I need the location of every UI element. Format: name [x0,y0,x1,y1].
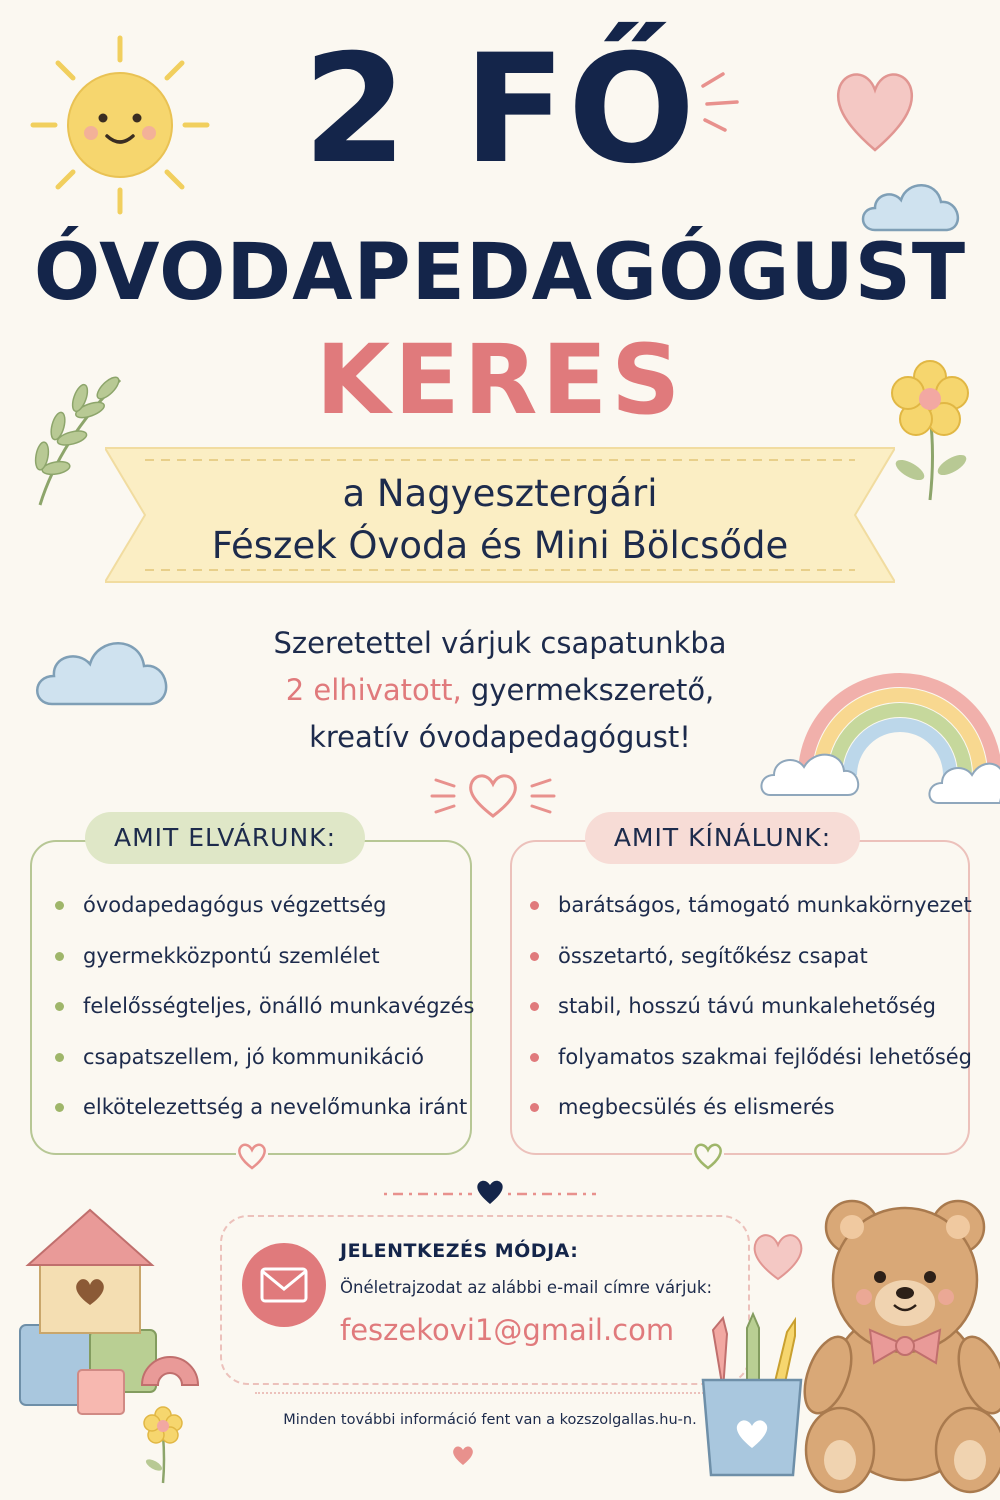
intro-line-1: Szeretettel várjuk csapatunkba [273,626,727,660]
list-item: felelősségteljes, önálló munkavégzés [55,981,474,1032]
institution-name [150,468,850,572]
bullet-dot [530,1002,539,1011]
list-item: stabil, hosszú távú munkalehetőség [530,981,972,1032]
intro-text [200,620,800,761]
institution-line-2: Fészek Óvoda és Mini Bölcsőde [211,524,789,567]
bullet-dot [530,952,539,961]
intro-line-2 [200,667,800,714]
list-item: elkötelezettség a nevelőmunka iránt [55,1082,474,1133]
teddy-bear-icon [800,1185,1000,1500]
requirements-heading: AMIT ELVÁRUNK: [85,812,365,864]
flower-icon [138,1405,188,1485]
institution-line-1: a Nagyesztergári [342,472,658,515]
contact-email-link[interactable]: feszekovi1@gmail.com [340,1313,675,1347]
pencil-cup-icon [695,1310,810,1480]
bullet-dot [530,901,539,910]
bullet-dot [530,1053,539,1062]
toy-house-blocks-icon [10,1205,220,1420]
list-item: összetartó, segítőkész csapat [530,931,972,982]
list-item: óvodapedagógus végzettség [55,880,474,931]
heart-icon [692,1140,724,1172]
bullet-dot [55,1103,64,1112]
contact-instructions: Önéletrajzodat az alábbi e-mail címre várjuk: [340,1278,712,1297]
heart-icon [450,1442,476,1468]
bullet-dot [530,1103,539,1112]
contact-heading: JELENTKEZÉS MÓDJA: [340,1240,579,1262]
headline-position: ÓVODAPEDAGÓGUST [33,228,967,318]
bullet-dot [55,901,64,910]
list-item: folyamatos szakmai fejlődési lehetőség [530,1032,972,1083]
footer-divider [255,1392,715,1394]
bullet-dot [55,1002,64,1011]
headline-count: 2 FŐ [302,23,698,197]
list-item: barátságos, támogató munkakörnyezet [530,880,972,931]
heart-icon [236,1140,268,1172]
list-item: csapatszellem, jó kommunikáció [55,1032,474,1083]
heart-icon [748,1225,808,1285]
headline-keres: KERES [315,324,685,436]
intro-line-2-rest: gyermekszerető, [461,673,715,707]
heart-divider-icon [428,768,558,823]
offers-list [530,880,972,1133]
intro-highlight: 2 elhivatott, [285,673,462,707]
cloud-icon [28,628,178,713]
bullet-dot [55,1053,64,1062]
heart-divider-icon [380,1172,600,1208]
envelope-icon [242,1243,326,1327]
requirements-list [55,880,474,1133]
offers-heading: AMIT KÍNÁLUNK: [585,812,860,864]
footer-note: Minden további információ fent van a kozszolgallas.hu-n. [283,1412,697,1428]
intro-line-3: kreatív óvodapedagógust! [309,720,691,754]
list-item: gyermekközpontú szemlélet [55,931,474,982]
bullet-dot [55,952,64,961]
list-item: megbecsülés és elismerés [530,1082,972,1133]
